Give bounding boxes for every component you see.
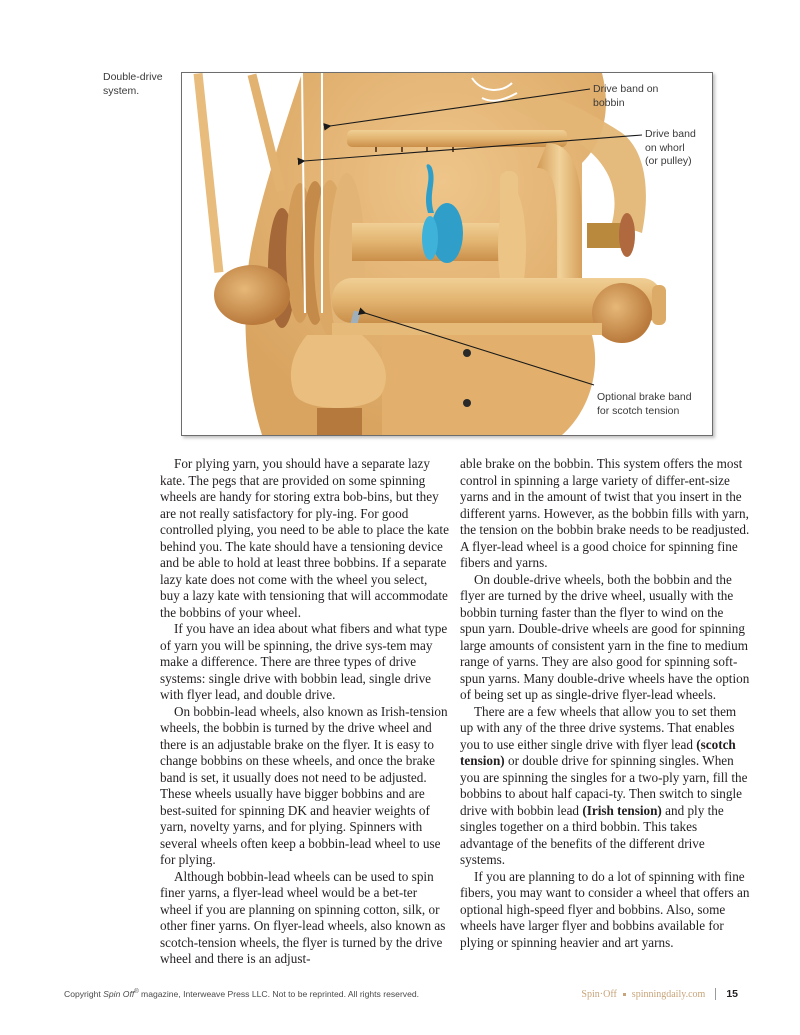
copyright-text: Copyright: [64, 989, 104, 999]
turned-post: [291, 335, 386, 408]
text-run: There are a few wheels that allow you to set them up with any of the three drive systems. That enables you to use either single drive with flyer lead: [460, 703, 737, 752]
bold-term-irish-tension: (Irish tension): [582, 802, 662, 818]
callout-line: Drive band: [645, 128, 696, 140]
paragraph: Although bobbin-lead wheels can be used to spin finer yarns, a flyer-lead wheel would be a bet-ter wheel if you are planning on spinning cotton, silk, or other finer yarns. On flyer-lead wheels, also known as scotch-tension wheels, the flyer is turned by the drive wheel and there is an adjust-: [160, 868, 446, 966]
website-link[interactable]: spinningdaily.com: [631, 988, 706, 1000]
right-end-cap: [652, 285, 666, 325]
article-body: [160, 456, 750, 968]
figure-photo-double-drive: [181, 72, 713, 436]
callout-line: bobbin: [593, 96, 625, 109]
bold-term-scotch-tension: (scotch tension): [460, 736, 736, 768]
figure-side-caption: Double-drive system.: [103, 71, 163, 97]
registered-mark: ®: [134, 989, 139, 996]
article-column-right: [460, 456, 750, 968]
table-platform: [332, 323, 602, 335]
page-number: 15: [726, 988, 738, 1000]
paragraph: On bobbin-lead wheels, also known as Irish-tension wheels, the bobbin is turned by the drive wheel and there is an adjustable brake on the flyer. It is easy to change bobbins on these wheels, and once the brake band is set, it usually does not need to be adjusted. These wheels usually have bigger bobbins and are best-suited for spinning DK and heavier weights of yarn, novelty yarns, and for plying. Spinners with several wheels often keep a bobbin-lead wheel to use for plying.: [160, 703, 448, 867]
paragraph: If you have an idea about what fibers and what type of yarn you will be spinning, the drive sys-tem may make a difference. There are three types of drive systems: single drive with bobbin lead, single drive with flyer lead, and double drive.: [160, 621, 448, 702]
threaded-screw: [317, 408, 362, 435]
paragraph-drive-systems: [460, 704, 750, 869]
callout-line: on whorl: [645, 141, 685, 154]
callout-line: (or pulley): [645, 155, 692, 167]
paragraph: On double-drive wheels, both the bobbin and the flyer are turned by the drive wheel, usually with the bobbin turning faster than the flyer to wind on the spun yarn. Double-drive wheels are good for spinning large amounts of consistent yarn in the fine to medium range of yarns. They are also good for spinning soft-spun yarns. Many double-drive wheels have the option of being set up as single-drive flyer-lead wheels.: [460, 571, 750, 702]
callout-drive-band-bobbin: [593, 83, 658, 110]
callout-brake-band: [597, 391, 692, 418]
copyright-text: magazine, Interweave Press LLC. Not to be reprinted. All rights reserved.: [138, 989, 420, 999]
page-footer: [0, 988, 800, 1004]
separator-square-icon: [623, 993, 626, 996]
copyright-notice: [64, 989, 419, 999]
text-run: or double drive for spinning singles. When you are spinning the singles for a two-ply yarn, fill the bobbins to about half capaci-ty. Then switch to single drive with bobbin lead: [460, 753, 748, 818]
footer-divider: [715, 988, 716, 1000]
paragraph: For plying yarn, you should have a separate lazy kate. The pegs that are provided on some spinning wheels are handy for storing extra bob-bins, but they are not really satisfactory for ply-ing. For good controlled plying, you need to be able to place the kate behind you. The kate should have a tensioning device and be able to hold at least three bobbins. If a separate lazy kate does not come with the wheel you select, buy a lazy kate with tensioning that will accommodate the bobbins of your wheel.: [160, 456, 449, 620]
brand-name: Spin·Off: [581, 988, 617, 1000]
paragraph: If you are planning to do a lot of spinning with fine fibers, you may want to consider a wheel that offers an optional high-speed flyer and bobbins. Also, some wheels have larger flyer and bobbins available for plying or spinning heavier and art yarns.: [460, 868, 750, 950]
callout-line: Optional brake band: [597, 391, 692, 403]
left-tension-knob: [214, 265, 290, 325]
article-column-left: [160, 456, 450, 968]
footer-branding: [581, 988, 738, 1000]
spinning-wheel-photo: [182, 73, 712, 435]
lower-base: [382, 335, 595, 435]
magazine-name: Spin Off: [103, 989, 135, 999]
callout-line: for scotch tension: [597, 404, 680, 417]
brass-fitting: [587, 223, 622, 248]
paragraph-continued: able brake on the bobbin. This system offers the most control in spinning a large variety of differ-ent-size yarns and in the amount of twist that you insert in the different yarns. However, as the bobbin fills with yarn, the tension on the bobbin brake needs to be readjusted. A flyer-lead wheel is a good choice for spinning fine fibers and yarns.: [460, 456, 750, 570]
text-run: and ply the singles together on a third bobbin. This takes advantage of the benefits of the different drive systems.: [460, 802, 724, 867]
flyer-top-bar: [347, 130, 567, 147]
orifice-wheel: [619, 213, 635, 257]
callout-line: Drive band on: [593, 83, 659, 95]
callout-drive-band-whorl: [645, 128, 696, 169]
